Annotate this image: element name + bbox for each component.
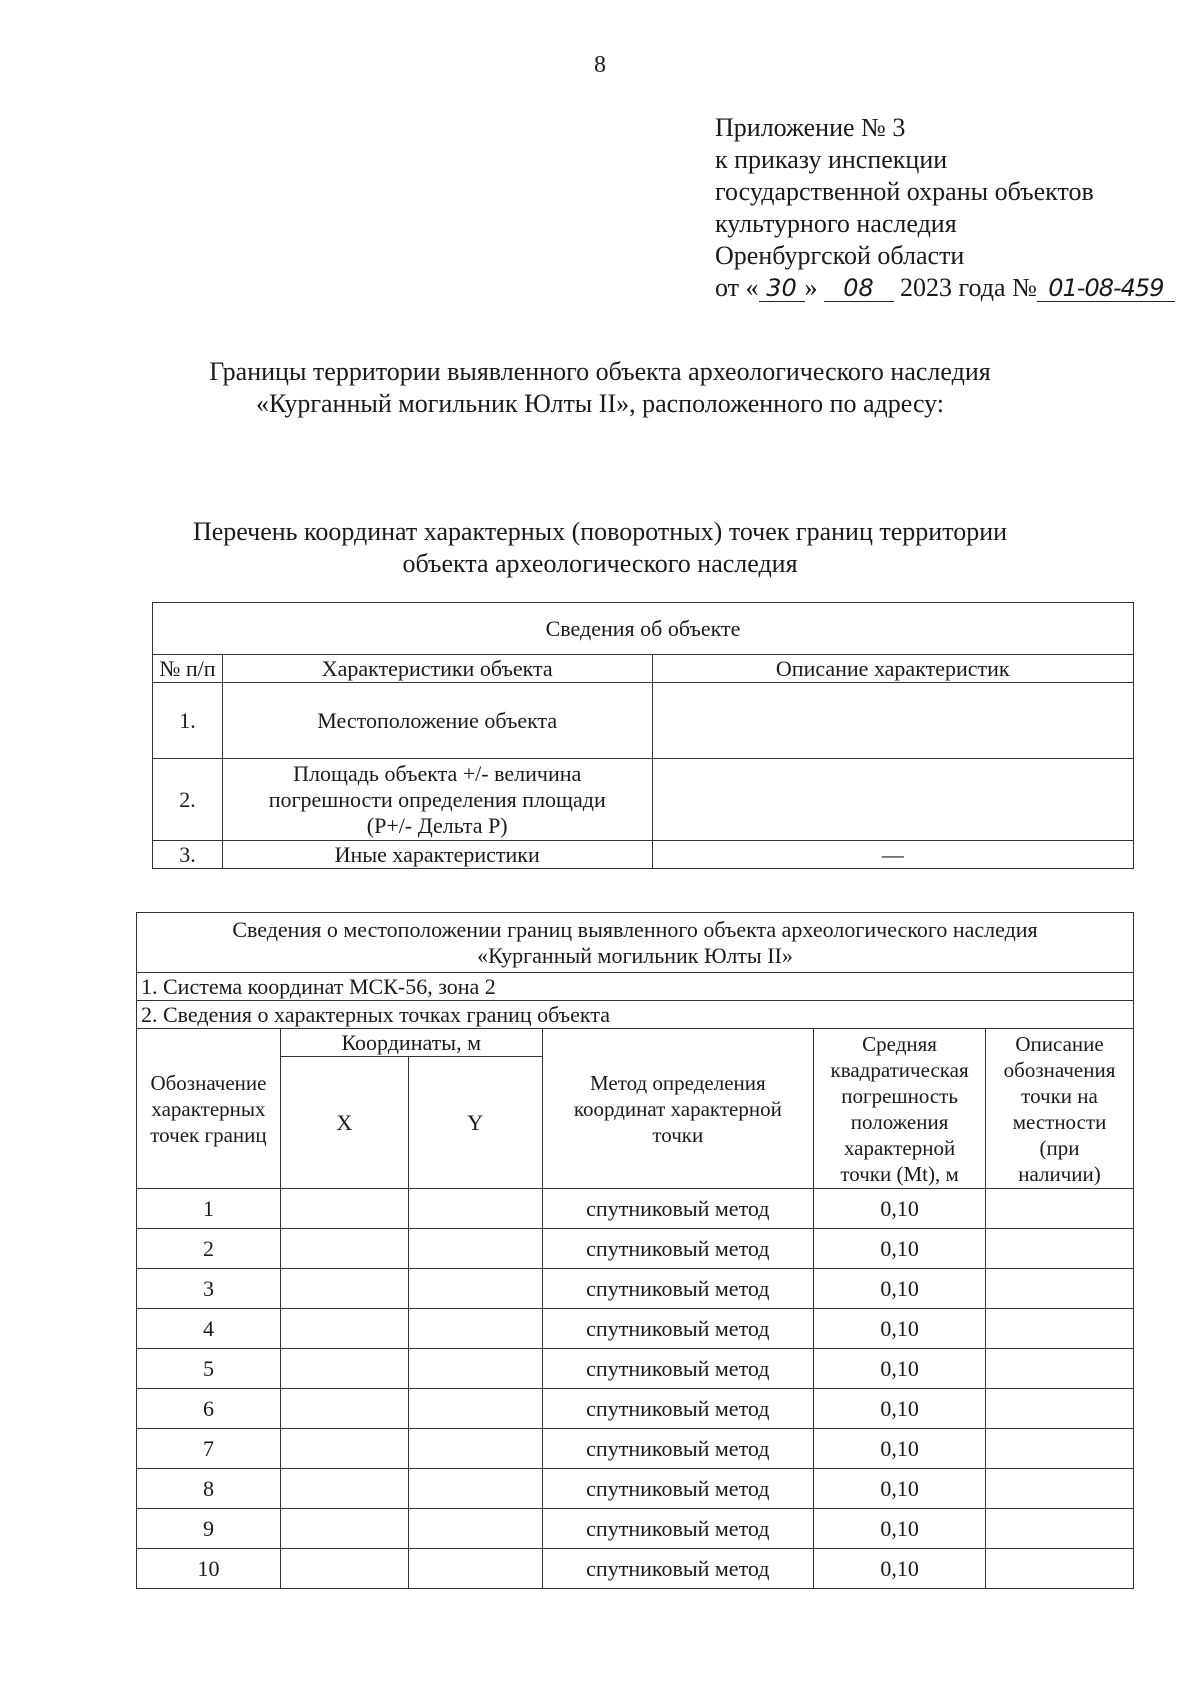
cell-x bbox=[280, 1509, 408, 1549]
cell-y bbox=[408, 1309, 542, 1349]
cell-desc bbox=[986, 1429, 1134, 1469]
header-line: точек границ bbox=[150, 1122, 267, 1147]
appendix-line-3: государственной охраны объектов bbox=[715, 177, 1094, 206]
cell-point: 7 bbox=[137, 1429, 281, 1469]
cell-desc bbox=[986, 1229, 1134, 1269]
header-line: квадратическая bbox=[830, 1057, 969, 1082]
table-row bbox=[137, 1229, 1134, 1269]
date-mid: » bbox=[804, 273, 818, 302]
cell-error: 0,10 bbox=[814, 1189, 986, 1229]
row-num: 3. bbox=[153, 841, 223, 869]
row-characteristic: Местоположение объекта bbox=[222, 683, 652, 759]
boundary-table-caption bbox=[137, 913, 1134, 973]
cell-method: спутниковый метод bbox=[542, 1229, 814, 1269]
table-row bbox=[137, 1309, 1134, 1349]
table-row bbox=[137, 1189, 1134, 1229]
table-row bbox=[137, 1429, 1134, 1469]
cell-x bbox=[280, 1429, 408, 1469]
cell-y bbox=[408, 1509, 542, 1549]
cell-y bbox=[408, 1269, 542, 1309]
table-row bbox=[137, 1349, 1134, 1389]
row-num: 1. bbox=[153, 683, 223, 759]
header-line: обозначения bbox=[1003, 1057, 1116, 1082]
title-line-2: «Курганный могильник Юлты II», расположенного по адресу: bbox=[255, 389, 945, 418]
cell-method: спутниковый метод bbox=[542, 1509, 814, 1549]
row-description bbox=[652, 759, 1133, 841]
table-row bbox=[137, 1469, 1134, 1509]
header-line: Описание bbox=[1015, 1031, 1104, 1056]
cell-error: 0,10 bbox=[814, 1429, 986, 1469]
header-line: Метод определения bbox=[589, 1070, 766, 1095]
row-description bbox=[652, 683, 1133, 759]
header-line: точки (Mt), м bbox=[840, 1161, 959, 1186]
boundary-points-table bbox=[136, 912, 1134, 1589]
cell-x bbox=[280, 1469, 408, 1509]
table-row bbox=[137, 1549, 1134, 1589]
header-mean-error bbox=[814, 1029, 986, 1189]
cell-desc bbox=[986, 1349, 1134, 1389]
cell-point: 9 bbox=[137, 1509, 281, 1549]
page-number: 8 bbox=[594, 52, 606, 78]
date-prefix: от « bbox=[715, 273, 759, 302]
header-line: местности bbox=[1012, 1109, 1107, 1134]
order-number-handwritten: 01-08-459 bbox=[1037, 275, 1175, 302]
header-line: наличии) bbox=[1018, 1161, 1101, 1186]
table-row bbox=[153, 759, 1134, 841]
cell-desc bbox=[986, 1509, 1134, 1549]
header-line: координат характерной bbox=[573, 1096, 782, 1121]
cell-x bbox=[280, 1309, 408, 1349]
appendix-line-4: культурного наследия bbox=[715, 209, 957, 238]
appendix-line-1: Приложение № 3 bbox=[715, 113, 906, 142]
header-coordinates: Координаты, м bbox=[280, 1029, 542, 1057]
cell-error: 0,10 bbox=[814, 1509, 986, 1549]
characteristic-line-1: Площадь объекта +/- величина bbox=[293, 760, 582, 786]
cell-method: спутниковый метод bbox=[542, 1269, 814, 1309]
cell-point: 10 bbox=[137, 1549, 281, 1589]
cell-method: спутниковый метод bbox=[542, 1389, 814, 1429]
title-line-1: Границы территории выявленного объекта археологического наследия bbox=[209, 357, 991, 386]
row-description: — bbox=[652, 841, 1133, 869]
appendix-line-5: Оренбургской области bbox=[715, 241, 965, 270]
header-x: X bbox=[280, 1057, 408, 1189]
header-num: № п/п bbox=[153, 655, 223, 683]
header-line: положения bbox=[850, 1109, 949, 1134]
characteristic-line-2: погрешности определения площади bbox=[268, 786, 606, 812]
date-month-handwritten: 08 bbox=[824, 275, 894, 302]
cell-method: спутниковый метод bbox=[542, 1469, 814, 1509]
cell-x bbox=[280, 1389, 408, 1429]
cell-y bbox=[408, 1349, 542, 1389]
cell-x bbox=[280, 1349, 408, 1389]
cell-point: 3 bbox=[137, 1269, 281, 1309]
caption-line-2: «Курганный могильник Юлты II» bbox=[477, 942, 793, 968]
cell-x bbox=[280, 1549, 408, 1589]
cell-y bbox=[408, 1469, 542, 1509]
cell-y bbox=[408, 1189, 542, 1229]
header-line: (при bbox=[1039, 1135, 1080, 1160]
cell-error: 0,10 bbox=[814, 1229, 986, 1269]
row-characteristic bbox=[222, 759, 652, 841]
points-section-row: 2. Сведения о характерных точках границ объекта bbox=[137, 1001, 1134, 1029]
header-point-designation bbox=[137, 1029, 281, 1189]
object-info-table bbox=[152, 602, 1134, 869]
header-method bbox=[542, 1029, 814, 1189]
header-line: точки на bbox=[1021, 1083, 1098, 1108]
appendix-block bbox=[715, 112, 1175, 304]
header-line: точки bbox=[652, 1122, 704, 1147]
characteristic-line-3: (Р+/- Дельта Р) bbox=[366, 812, 508, 838]
document-title bbox=[0, 356, 1200, 420]
row-characteristic: Иные характеристики bbox=[222, 841, 652, 869]
row-num: 2. bbox=[153, 759, 223, 841]
cell-point: 2 bbox=[137, 1229, 281, 1269]
table-row bbox=[137, 1509, 1134, 1549]
cell-method: спутниковый метод bbox=[542, 1549, 814, 1589]
caption-line-1: Сведения о местоположении границ выявленного объекта археологического наследия bbox=[232, 916, 1038, 942]
cell-point: 5 bbox=[137, 1349, 281, 1389]
coordinate-system-row: 1. Система координат МСК-56, зона 2 bbox=[137, 973, 1134, 1001]
cell-method: спутниковый метод bbox=[542, 1189, 814, 1229]
table-row bbox=[153, 683, 1134, 759]
cell-error: 0,10 bbox=[814, 1269, 986, 1309]
appendix-line-2: к приказу инспекции bbox=[715, 145, 948, 174]
header-line: характерных bbox=[151, 1096, 266, 1121]
object-table-caption: Сведения об объекте bbox=[153, 603, 1134, 655]
table-row bbox=[137, 1269, 1134, 1309]
header-y: Y bbox=[408, 1057, 542, 1189]
cell-error: 0,10 bbox=[814, 1349, 986, 1389]
cell-method: спутниковый метод bbox=[542, 1349, 814, 1389]
cell-y bbox=[408, 1389, 542, 1429]
cell-y bbox=[408, 1229, 542, 1269]
cell-point: 6 bbox=[137, 1389, 281, 1429]
cell-desc bbox=[986, 1469, 1134, 1509]
cell-y bbox=[408, 1429, 542, 1469]
header-line: погрешность bbox=[841, 1083, 958, 1108]
date-year: 2023 года № bbox=[900, 273, 1037, 302]
table-row bbox=[153, 841, 1134, 869]
appendix-date-line bbox=[715, 272, 1175, 304]
cell-method: спутниковый метод bbox=[542, 1429, 814, 1469]
table-row bbox=[137, 1389, 1134, 1429]
cell-point: 1 bbox=[137, 1189, 281, 1229]
cell-error: 0,10 bbox=[814, 1549, 986, 1589]
header-description: Описание характеристик bbox=[652, 655, 1133, 683]
date-day-handwritten: 30 bbox=[759, 275, 805, 302]
cell-desc bbox=[986, 1389, 1134, 1429]
cell-x bbox=[280, 1229, 408, 1269]
cell-y bbox=[408, 1549, 542, 1589]
header-line: Обозначение bbox=[150, 1070, 267, 1095]
subtitle-line-2: объекта археологического наследия bbox=[402, 549, 798, 578]
cell-desc bbox=[986, 1549, 1134, 1589]
cell-error: 0,10 bbox=[814, 1469, 986, 1509]
cell-error: 0,10 bbox=[814, 1309, 986, 1349]
header-characteristic: Характеристики объекта bbox=[222, 655, 652, 683]
cell-desc bbox=[986, 1189, 1134, 1229]
header-line: Средняя bbox=[862, 1031, 937, 1056]
cell-point: 8 bbox=[137, 1469, 281, 1509]
document-subtitle bbox=[0, 516, 1200, 580]
cell-x bbox=[280, 1189, 408, 1229]
cell-point: 4 bbox=[137, 1309, 281, 1349]
subtitle-line-1: Перечень координат характерных (поворотных) точек границ территории bbox=[192, 517, 1008, 546]
cell-method: спутниковый метод bbox=[542, 1309, 814, 1349]
cell-error: 0,10 bbox=[814, 1389, 986, 1429]
cell-x bbox=[280, 1269, 408, 1309]
header-line: характерной bbox=[843, 1135, 956, 1160]
cell-desc bbox=[986, 1269, 1134, 1309]
cell-desc bbox=[986, 1309, 1134, 1349]
header-point-description bbox=[986, 1029, 1134, 1189]
